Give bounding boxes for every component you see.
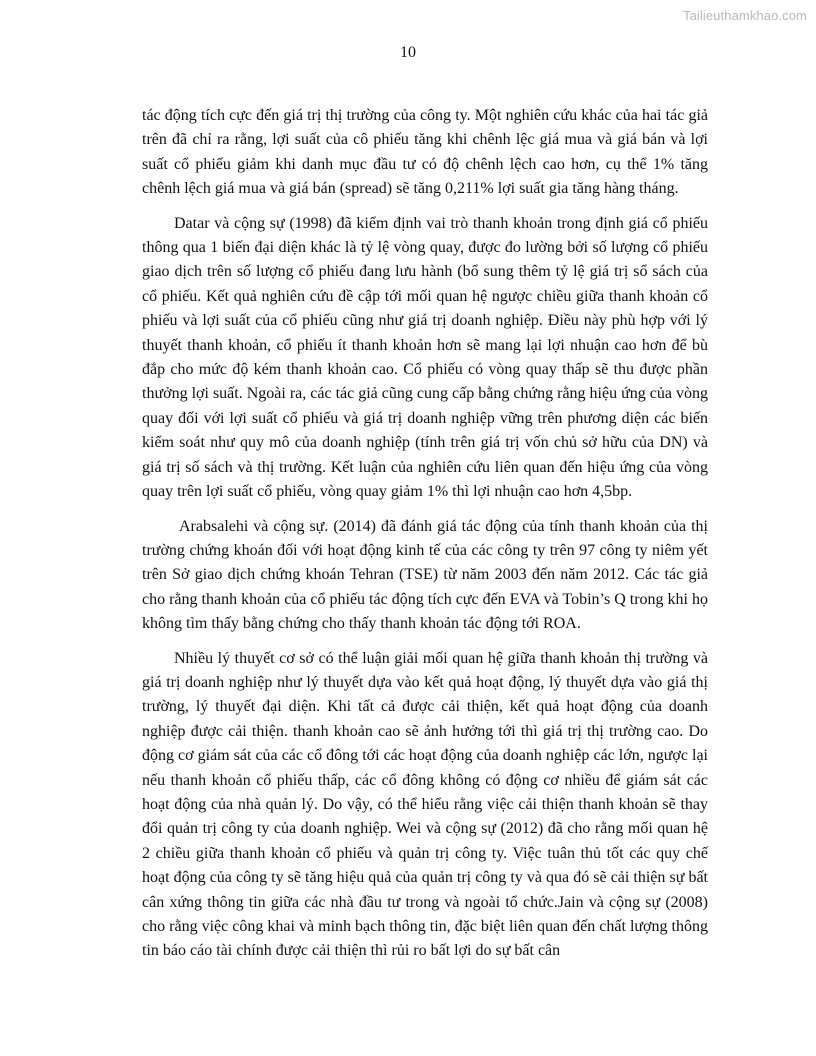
paragraph-datar: Datar và cộng sự (1998) đã kiểm định vai trò thanh khoản trong định giá cổ phiếu thông qua 1 biến đại diện khác là tỷ lệ vòng quay, được đo lường bởi số lượng cổ phiếu giao dịch trên số lượng cổ phiếu đang lưu hành (bổ sung thêm tỷ lệ giá trị sổ sách của cổ phiếu. Kết quả nghiên cứu đề cập tới mối quan hệ ngược chiều giữa thanh khoản cổ phiếu và lợi suất của cổ phiếu cũng như giá trị doanh nghiệp. Điều này phù hợp với lý thuyết thanh khoản, cổ phiếu ít thanh khoản hơn sẽ mang lại lợi nhuận cao hơn để bù đắp cho mức độ kém thanh khoản cao. Cổ phiếu có vòng quay thấp sẽ thu được phần thưởng lợi suất. Ngoài ra, các tác giả cũng cung cấp bằng chứng rằng hiệu ứng của vòng quay đối với lợi suất cổ phiếu và giá trị doanh nghiệp vững trên phương diện các biến kiểm soát như quy mô của doanh nghiệp (tính trên giá trị vốn chủ sở hữu của DN) và giá trị số sách và thị trường. Kết luận của nghiên cứu liên quan đến hiệu ứng của vòng quay trên lợi suất cổ phiếu, vòng quay giảm 1% thì lợi nhuận cao hơn 4,5bp.	[142, 214, 708, 501]
paragraph-arabsalehi: Arabsalehi và cộng sự. (2014) đã đánh giá tác động của tính thanh khoản của thị trường chứng khoán đối với hoạt động kinh tế của các công ty trên 97 công ty niêm yết trên Sở giao dịch chứng khoán Tehran (TSE) từ năm 2003 đến năm 2012. Các tác giả cho rằng thanh khoản của cổ phiếu tác động tích cực đến EVA và Tobin’s Q trong khi họ không tìm thấy bằng chứng cho thấy thanh khoản tác động tới ROA.	[142, 517, 708, 633]
paragraph-theories: Nhiều lý thuyết cơ sở có thể luận giải mối quan hệ giữa thanh khoản thị trường và giá trị doanh nghiệp như lý thuyết dựa vào kết quả hoạt động, lý thuyết dựa vào giá thị trường, lý thuyết đại diện. Khi tất cả được cải thiện, kết quả hoạt động của doanh nghiệp được cải thiện. thanh khoản cao sẽ ảnh hưởng tới thì giá trị thị trường cao. Do động cơ giám sát của các cổ đông tới các hoạt động của doanh nghiệp các lớn, ngược lại nếu thanh khoản cổ phiếu thấp, các cổ đông không có động cơ nhiều để giám sát các hoạt động của nhà quản lý. Do vậy, có thể hiểu rằng việc cải thiện thanh khoản sẽ thay đổi quản trị công ty của doanh nghiệp. Wei và cộng sự (2012) đã cho rằng mối quan hệ 2 chiều giữa thanh khoản cổ phiếu và quản trị công ty. Việc tuân thủ tốt các quy chế hoạt động của công ty sẽ tăng hiệu quả của quản trị công ty và qua đó sẽ cải thiện sự bất cân xứng thông tin giữa các nhà đầu tư trong và ngoài tổ chức.Jain và cộng sự (2008) cho rằng việc công khai và minh bạch thông tin, đặc biệt liên quan đến chất lượng thông tin báo cáo tài chính được cải thiện thì rủi ro bất lợi do sự bất cân	[142, 649, 708, 960]
document-body	[142, 104, 708, 974]
site-watermark: Tailieuthamkhao.com	[682, 8, 807, 23]
paragraph-continuation: tác động tích cực đến giá trị thị trường của công ty. Một nghiên cứu khác của hai tác giả trên đã chỉ ra rằng, lợi suất của cô phiếu tăng khi chênh lệc giá mua và giá bán và lợi suất cổ phiếu giảm khi danh mục đầu tư có độ chênh lệch cao hơn, cụ thể 1% tăng chênh lệch giá mua và giá bán (spread) sẽ tăng 0,211% lợi suất gia tăng hàng tháng.	[142, 107, 708, 198]
page-number: 10	[400, 44, 416, 61]
